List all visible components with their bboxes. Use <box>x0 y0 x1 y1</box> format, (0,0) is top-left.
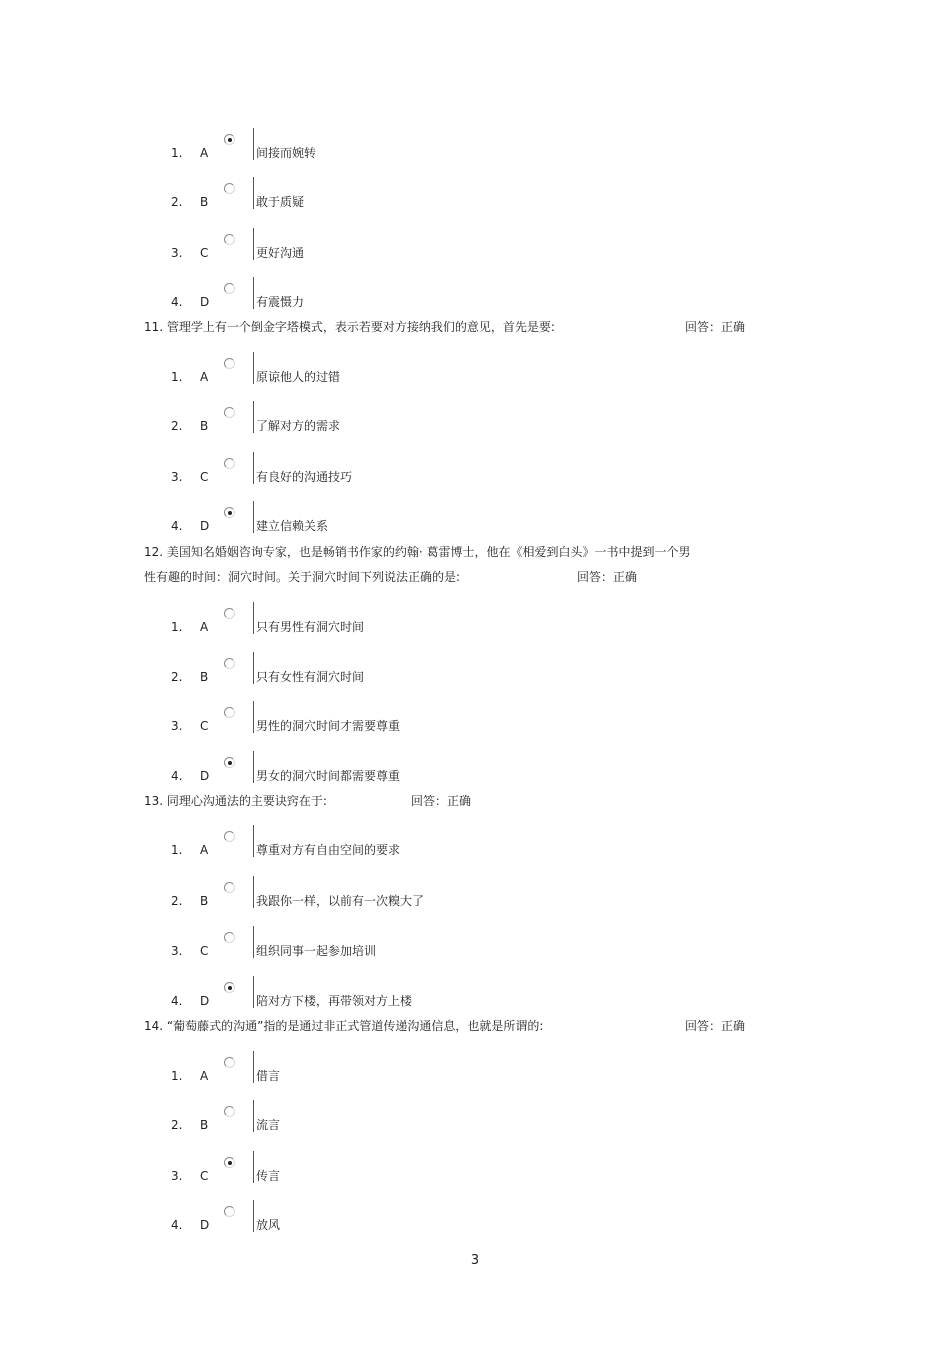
radio-button[interactable] <box>224 1106 235 1117</box>
option-divider <box>253 128 254 160</box>
question-text: 11. 管理学上有一个倒金字塔模式，表示若要对方接纳我们的意见，首先是要: <box>144 320 555 334</box>
option-row[interactable] <box>0 1206 950 1236</box>
radio-button[interactable] <box>224 183 235 194</box>
option-divider <box>253 825 254 857</box>
radio-button[interactable] <box>224 234 235 245</box>
option-text: 只有女性有洞穴时间 <box>256 670 365 684</box>
option-row[interactable] <box>0 658 950 688</box>
option-row[interactable] <box>0 183 950 213</box>
option-letter: A <box>200 843 209 857</box>
option-letter: C <box>200 1169 209 1183</box>
radio-button-selected[interactable] <box>224 982 235 993</box>
option-number: 1. <box>171 370 183 384</box>
option-text: 敢于质疑 <box>256 195 305 209</box>
answer-status: 回答：正确 <box>685 1019 746 1033</box>
option-letter: B <box>200 670 209 684</box>
option-row[interactable] <box>0 358 950 388</box>
radio-button-selected[interactable] <box>224 507 235 518</box>
option-letter: D <box>200 1218 210 1232</box>
question-text: 14. “葡萄藤式的沟通”指的是通过非正式管道传递沟通信息，也就是所谓的: <box>144 1019 544 1033</box>
option-text: 了解对方的需求 <box>256 419 341 433</box>
option-row[interactable] <box>0 757 950 787</box>
option-number: 1. <box>171 146 183 160</box>
option-number: 2. <box>171 195 183 209</box>
option-letter: B <box>200 419 209 433</box>
option-row[interactable] <box>0 134 950 164</box>
option-number: 3. <box>171 1169 183 1183</box>
option-divider <box>253 751 254 783</box>
option-row[interactable] <box>0 1057 950 1087</box>
radio-button[interactable] <box>224 658 235 669</box>
page-number: 3 <box>470 1253 480 1268</box>
option-divider <box>253 228 254 260</box>
option-text: 更好沟通 <box>256 246 305 260</box>
radio-button-selected[interactable] <box>224 134 235 145</box>
option-text: 建立信赖关系 <box>256 519 329 533</box>
option-letter: C <box>200 944 209 958</box>
radio-button[interactable] <box>224 407 235 418</box>
option-number: 4. <box>171 994 183 1008</box>
answer-status: 回答：正确 <box>577 570 638 584</box>
radio-button[interactable] <box>224 1206 235 1217</box>
option-text: 尊重对方有自由空间的要求 <box>256 843 401 857</box>
radio-button[interactable] <box>224 882 235 893</box>
radio-button[interactable] <box>224 458 235 469</box>
radio-button[interactable] <box>224 932 235 943</box>
option-row[interactable] <box>0 507 950 537</box>
option-number: 3. <box>171 470 183 484</box>
option-divider <box>253 352 254 384</box>
option-number: 1. <box>171 620 183 634</box>
answer-status: 回答：正确 <box>685 320 746 334</box>
option-text: 传言 <box>256 1169 281 1183</box>
option-divider <box>253 1100 254 1132</box>
radio-button[interactable] <box>224 608 235 619</box>
option-row[interactable] <box>0 407 950 437</box>
option-letter: C <box>200 470 209 484</box>
radio-button[interactable] <box>224 358 235 369</box>
option-divider <box>253 452 254 484</box>
option-number: 4. <box>171 769 183 783</box>
option-row[interactable] <box>0 882 950 912</box>
option-row[interactable] <box>0 458 950 488</box>
option-row[interactable] <box>0 932 950 962</box>
answer-status: 回答：正确 <box>411 794 472 808</box>
radio-button-selected[interactable] <box>224 757 235 768</box>
option-text: 间接而婉转 <box>256 146 317 160</box>
radio-button-selected[interactable] <box>224 1157 235 1168</box>
option-text: 放风 <box>256 1218 281 1232</box>
option-row[interactable] <box>0 831 950 861</box>
option-letter: D <box>200 994 210 1008</box>
option-number: 2. <box>171 419 183 433</box>
option-text: 原谅他人的过错 <box>256 370 341 384</box>
option-letter: B <box>200 894 209 908</box>
option-letter: A <box>200 620 209 634</box>
option-divider <box>253 701 254 733</box>
option-letter: A <box>200 146 209 160</box>
option-letter: D <box>200 295 210 309</box>
option-letter: B <box>200 195 209 209</box>
option-text: 男性的洞穴时间才需要尊重 <box>256 719 401 733</box>
option-text: 有震慑力 <box>256 295 305 309</box>
option-divider <box>253 976 254 1008</box>
radio-button[interactable] <box>224 1057 235 1068</box>
option-letter: D <box>200 769 210 783</box>
option-text: 我跟你一样，以前有一次糗大了 <box>256 894 425 908</box>
option-letter: D <box>200 519 210 533</box>
option-text: 借言 <box>256 1069 281 1083</box>
option-number: 3. <box>171 944 183 958</box>
option-divider <box>253 876 254 908</box>
option-letter: B <box>200 1118 209 1132</box>
option-row[interactable] <box>0 707 950 737</box>
option-number: 2. <box>171 670 183 684</box>
option-divider <box>253 926 254 958</box>
option-divider <box>253 177 254 209</box>
option-row[interactable] <box>0 1157 950 1187</box>
option-number: 2. <box>171 1118 183 1132</box>
option-divider <box>253 1200 254 1232</box>
option-row[interactable] <box>0 608 950 638</box>
option-text: 只有男性有洞穴时间 <box>256 620 365 634</box>
question-text: 12. 美国知名婚姻咨询专家，也是畅销书作家的约翰· 葛雷博士，他在《相爱到白头》一书中提到一个男 <box>144 545 691 559</box>
question-text: 13. 同理心沟通法的主要诀窍在于: <box>144 794 327 808</box>
option-number: 4. <box>171 295 183 309</box>
option-text: 有良好的沟通技巧 <box>256 470 353 484</box>
option-row[interactable] <box>0 234 950 264</box>
option-letter: C <box>200 246 209 260</box>
radio-button[interactable] <box>224 283 235 294</box>
option-divider <box>253 1051 254 1083</box>
option-letter: A <box>200 1069 209 1083</box>
radio-button[interactable] <box>224 707 235 718</box>
option-number: 4. <box>171 519 183 533</box>
option-divider <box>253 1151 254 1183</box>
radio-button[interactable] <box>224 831 235 842</box>
option-divider <box>253 277 254 309</box>
option-number: 3. <box>171 719 183 733</box>
option-divider <box>253 602 254 634</box>
option-text: 男女的洞穴时间都需要尊重 <box>256 769 401 783</box>
option-row[interactable] <box>0 1106 950 1136</box>
option-number: 1. <box>171 1069 183 1083</box>
option-row[interactable] <box>0 283 950 313</box>
option-text: 陪对方下楼，再带领对方上楼 <box>256 994 413 1008</box>
option-letter: C <box>200 719 209 733</box>
option-row[interactable] <box>0 982 950 1012</box>
question-text-continued: 性有趣的时间：洞穴时间。关于洞穴时间下列说法正确的是: <box>144 570 461 584</box>
option-number: 3. <box>171 246 183 260</box>
option-text: 流言 <box>256 1118 281 1132</box>
option-divider <box>253 501 254 533</box>
option-text: 组织同事一起参加培训 <box>256 944 377 958</box>
option-number: 4. <box>171 1218 183 1232</box>
option-number: 1. <box>171 843 183 857</box>
option-divider <box>253 401 254 433</box>
option-number: 2. <box>171 894 183 908</box>
option-divider <box>253 652 254 684</box>
option-letter: A <box>200 370 209 384</box>
